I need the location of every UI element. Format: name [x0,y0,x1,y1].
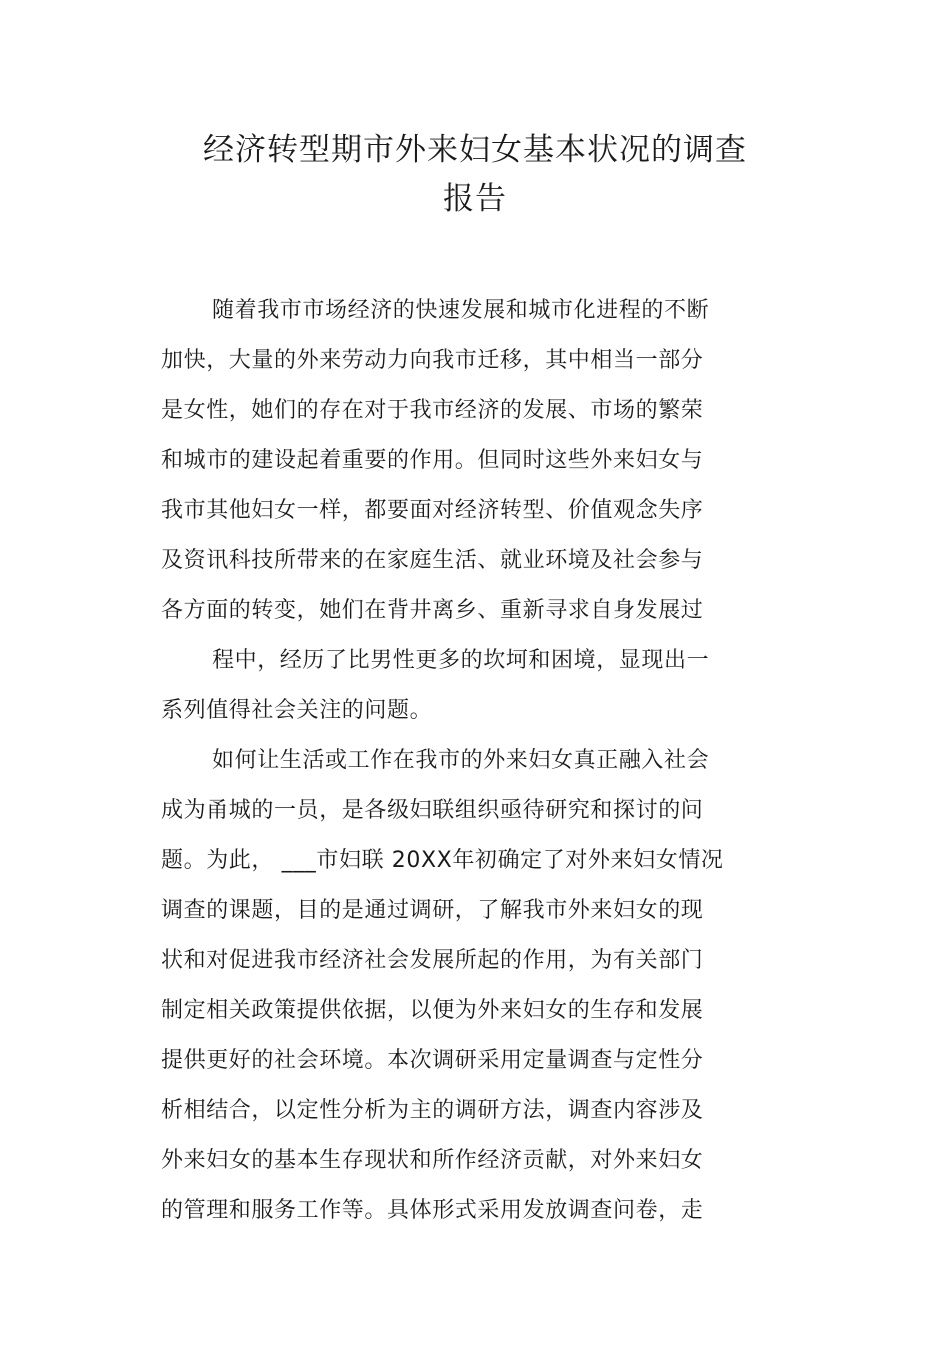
body-line: 系列值得社会关注的问题。 [161,698,433,723]
body-line: 外来妇女的基本生存现状和所作经济贡献，对外来妇女 [161,1148,704,1173]
body-line: 如何让生活或工作在我市的外来妇女真正融入社会 [212,748,710,773]
body-line: 我市其他妇女一样，都要面对经济转型、价值观念失序 [161,498,704,523]
body-line: 调查的课题，目的是通过调研，了解我市外来妇女的现 [161,898,704,923]
body-line: 成为甬城的一员，是各级妇联组织亟待研究和探讨的问 [161,798,704,823]
body-line: 的管理和服务工作等。具体形式采用发放调查问卷，走 [161,1198,704,1223]
body-line: 提供更好的社会环境。本次调研采用定量调查与定性分 [161,1048,704,1073]
body-line: 加快，大量的外来劳动力向我市迁移，其中相当一部分 [161,348,704,373]
document-title-line-1: 经济转型期市外来妇女基本状况的调查 [203,132,747,168]
body-line: 各方面的转变，她们在背井离乡、重新寻求自身发展过 [161,598,704,623]
body-line: 析相结合，以定性分析为主的调研方法，调查内容涉及 [161,1098,704,1123]
body-line: 状和对促进我市经济社会发展所起的作用，为有关部门 [161,948,704,973]
body-line: 和城市的建设起着重要的作用。但同时这些外来妇女与 [161,448,704,473]
body-line: 程中，经历了比男性更多的坎坷和困境，显现出一 [212,648,710,673]
document-title-line-2: 报告 [443,181,507,217]
body-line: 题。为此， ___市妇联 20XX年初确定了对外来妇女情况 [161,848,724,873]
body-line: 制定相关政策提供依据，以便为外来妇女的生存和发展 [161,998,704,1023]
body-line: 随着我市市场经济的快速发展和城市化进程的不断 [212,298,710,323]
body-line: 是女性，她们的存在对于我市经济的发展、市场的繁荣 [161,398,704,423]
body-line: 及资讯科技所带来的在家庭生活、就业环境及社会参与 [161,548,704,573]
